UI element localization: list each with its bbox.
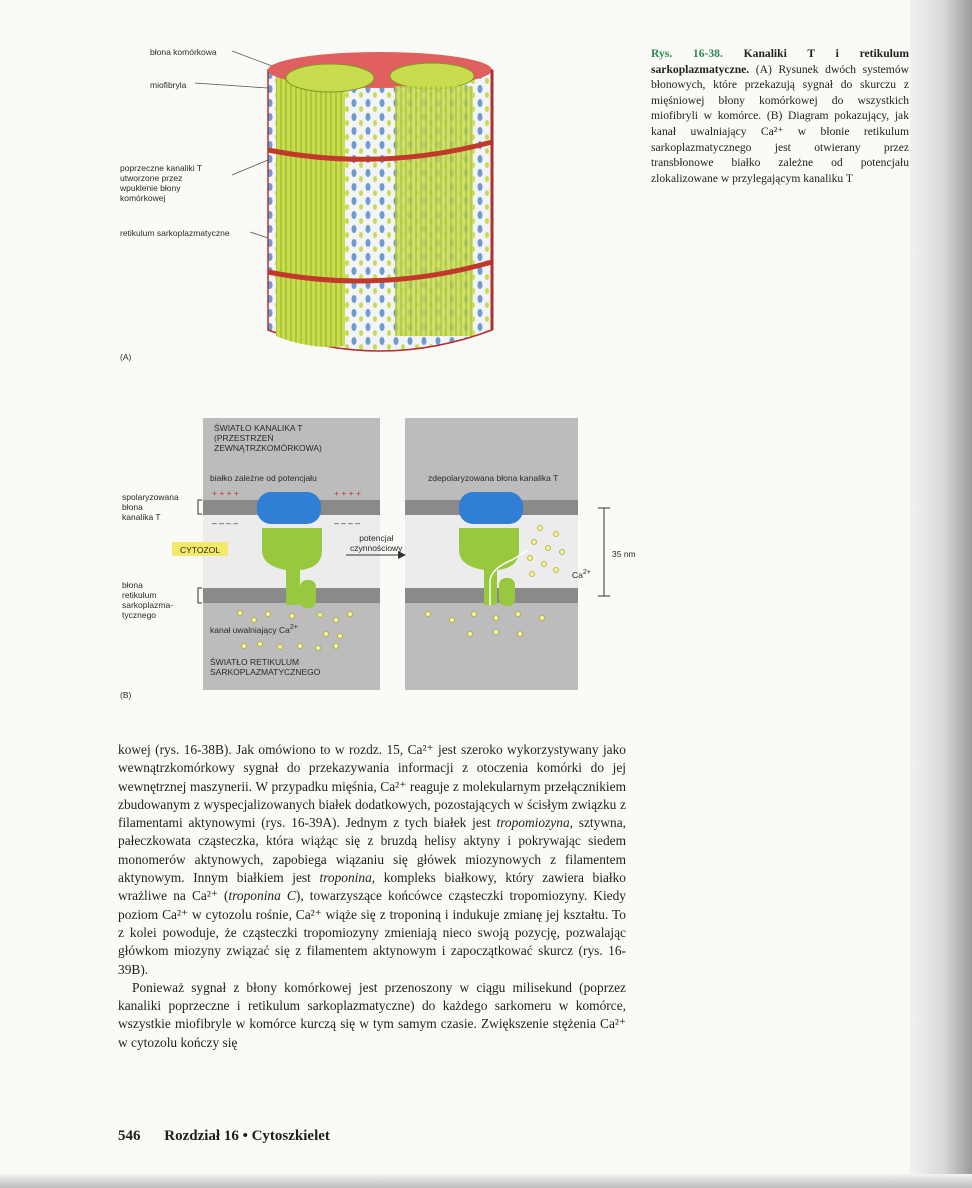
page-bottom-edge: [0, 1174, 972, 1188]
label-release-channel: kanał uwalniający $Ca^{2+}$: [210, 623, 298, 635]
body-text: [118, 741, 626, 1052]
label-voltage-protein: białko zależne od potencjału: [210, 473, 317, 483]
plus-charges-right: + + + +: [334, 488, 361, 498]
label-sarcoplasmic-reticulum: retikulum sarkoplazmatyczne: [120, 228, 230, 238]
label-polarized-membrane: spolaryzowana błona kanalika T: [122, 492, 179, 522]
panel-tag-a: (A): [120, 352, 132, 362]
label-depolarized-membrane: zdepolaryzowana błona kanalika T: [428, 473, 559, 483]
paragraph-1: kowej (rys. 16-38B). Jak omówiono to w rozdz. 15, Ca²⁺ jest szeroko wykorzystywany jako wewnątrzkomórkowy sygnał do przekazywania informacji z otoczenia komórki do jej wewnętrznej maszynerii. W przypadku mięśnia, Ca²⁺ reaguje z molekularnym przełącznikiem zbudowanym z wyspecjalizowanych białek dodatkowych, pozostających w ścisłym związku z filamentami aktynowymi (rys. 16-39A). Jednym z tych białek jest tropomiozyna, sztywna, pałeczkowata cząsteczka, która wiążąc się z bruzdą helisy aktyny i pokrywając siedem monomerów aktynowych, zapobiega wiązaniu się główek miozynowych z filamentem aktynowym. Innym białkiem jest troponina, kompleks białkowy, który zawiera białko wrażliwe na Ca²⁺ (troponina C), towarzyszące końcówce cząsteczki tropomiozyny. Kiedy poziom Ca²⁺ w cytozolu rośnie, Ca²⁺ wiąże się z troponiną i indukuje zmianę jej kształtu. To z kolei powoduje, że cząsteczki tropomiozyny zmieniają nieco swoją pozycję, pozwalając główkom miozyny związać się z filamentem aktynowym i zapoczątkować skurcz (rys. 16-39B).: [118, 742, 627, 977]
label-cytosol: CYTOZOL: [180, 545, 220, 555]
chapter-title: Rozdział 16 • Cytoszkielet: [164, 1128, 330, 1144]
label-35nm: 35 nm: [612, 549, 636, 559]
figure-caption: [651, 46, 909, 186]
ca-release-diagram: [0, 400, 972, 710]
panel-tag-b: (B): [120, 690, 132, 700]
label-t-tubule-lumen: ŚWIATŁO KANALIKA T (PRZESTRZEŃ ZEWNĄTRZKOMÓRKOWA): [214, 423, 322, 453]
caption-title: Kanaliki T i retikulum sarkoplazmatyczne.: [651, 47, 909, 76]
page-footer: [118, 1128, 330, 1145]
plus-charges-left: + + + +: [212, 488, 239, 498]
label-sr-membrane: błona retikulum sarkoplazma- tycznego: [122, 580, 174, 620]
page-number: 546: [118, 1128, 141, 1144]
label-ca-ion: $Ca^{2+}$: [572, 568, 591, 580]
caption-text: (A) Rysunek dwóch systemów błonowych, które przekazują sygnał do skurczu z mięśniowej błony komórkowej do wszystkich miofibryli w komórce. (B) Diagram pokazujący, jak kanał uwalniający Ca²⁺ w błonie retikulum sarkoplazmatycznego jest otwierany przez transbłonowe białko zależne od potencjału zlokalizowane w przylegającym kanaliku T: [651, 62, 909, 185]
label-sr-lumen: ŚWIATŁO RETIKULUM SARKOPLAZMATYCZNEGO: [210, 657, 321, 677]
label-t-tubules: poprzeczne kanaliki T utworzone przez wpuklenie błony komórkowej: [120, 163, 203, 203]
label-cell-membrane: błona komórkowa: [150, 47, 217, 57]
label-action-potential: potencjał czynnościowy: [350, 533, 403, 553]
paragraph-2: Ponieważ sygnał z błony komórkowej jest przenoszony w ciągu milisekund (poprzez kanaliki poprzeczne i retikulum sarkoplazmatyczne) do każdego sarkomeru w komórce, wszystkie miofibryle w komórce kurczą się w tym samym czasie. Zwiększenie stężenia Ca²⁺ w cytozolu kończy się: [118, 979, 626, 1050]
minus-charges-left: – – – –: [212, 518, 238, 528]
label-myofibril: miofibryla: [150, 80, 187, 90]
caption-number: Rys. 16-38.: [651, 47, 723, 60]
minus-charges-right: – – – –: [334, 518, 360, 528]
